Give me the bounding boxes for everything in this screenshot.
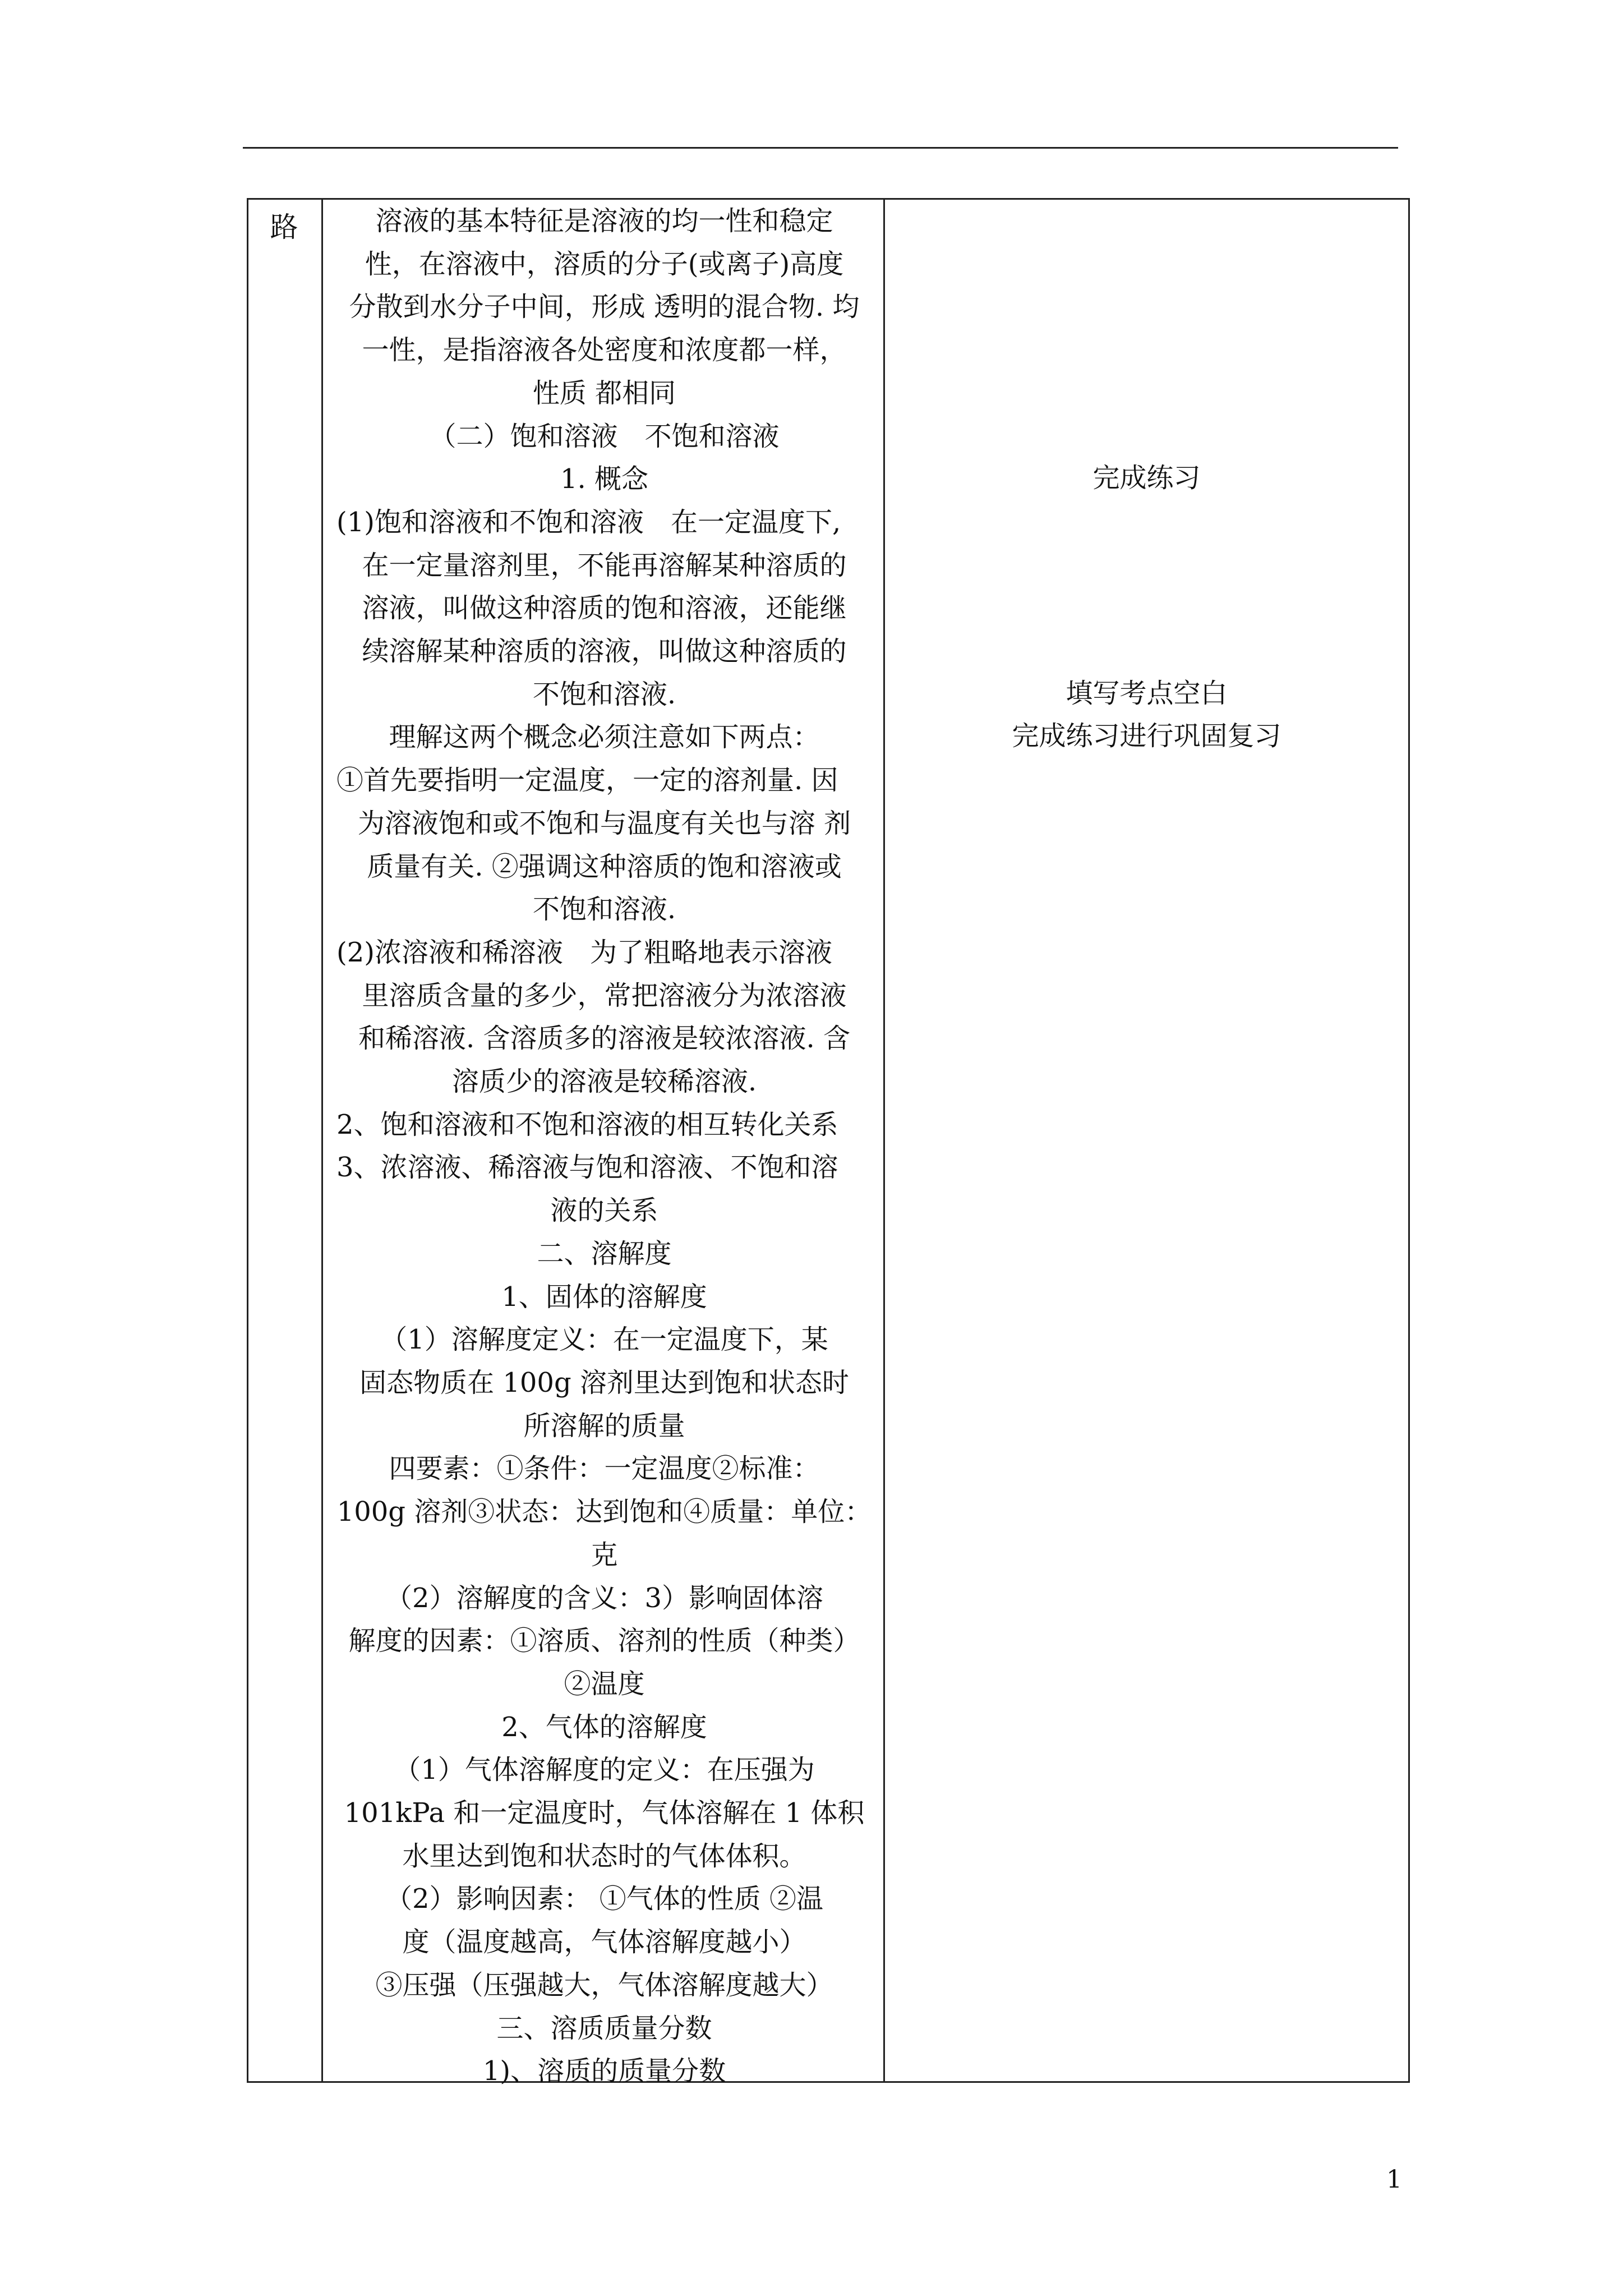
content-line: 所溶解的质量 [523, 1410, 685, 1442]
content-line: 三、溶质质量分数 [496, 2012, 712, 2044]
content-line: 不饱和溶液. [532, 678, 676, 710]
content-line: 解度的因素：①溶质、溶剂的性质（种类） [348, 1625, 860, 1657]
content-line: （2）影响因素： ①气体的性质 ②温 [385, 1883, 824, 1915]
content-line: 溶质少的溶液是较稀溶液. [451, 1066, 757, 1098]
content-line: 性，在溶液中，溶质的分子(或离子)高度 [365, 248, 844, 280]
content-line: 里溶质含量的多少，常把溶液分为浓溶液 [362, 979, 847, 1011]
page-number: 1 [1386, 2165, 1402, 2194]
content-line: 为溶液饱和或不饱和与温度有关也与溶 剂 [357, 807, 851, 839]
content-line: 和稀溶液. 含溶质多的溶液是较浓溶液. 含 [358, 1023, 851, 1055]
activity-complete-exercise: 完成练习 [1092, 462, 1201, 494]
content-line: ②温度 [564, 1668, 645, 1700]
content-line: 不饱和溶液. [532, 894, 676, 926]
content-line: (1)饱和溶液和不饱和溶液 在一定温度下, [336, 506, 841, 538]
content-line: ③压强（压强越大，气体溶解度越大） [375, 1969, 833, 2001]
content-line: 3、浓溶液、稀溶液与饱和溶液、不饱和溶 [336, 1152, 838, 1184]
content-line: 1. 概念 [560, 463, 649, 495]
content-line: 1、固体的溶解度 [501, 1281, 707, 1313]
content-line: 100g 溶剂③状态：达到饱和④质量：单位： [336, 1496, 872, 1528]
content-line: 1)、溶质的质量分数 [482, 2055, 726, 2087]
content-line: 性质 都相同 [532, 377, 676, 409]
content-line: （1）气体溶解度的定义：在压强为 [394, 1754, 815, 1786]
content-line: (2)浓溶液和稀溶液 为了粗略地表示溶液 [336, 936, 832, 968]
content-line: 液的关系 [550, 1195, 658, 1227]
activity-fill-blanks: 填写考点空白 [1066, 678, 1228, 709]
content-line: 质量有关. ②强调这种溶质的饱和溶液或 [367, 850, 842, 882]
content-line: 续溶解某种溶质的溶液，叫做这种溶质的 [362, 636, 847, 668]
content-line: （2）溶解度的含义：3）影响固体溶 [385, 1582, 824, 1614]
content-line: 一性，是指溶液各处密度和浓度都一样， [362, 334, 847, 366]
content-line: 溶液的基本特征是溶液的均一性和稳定 [375, 205, 833, 237]
content-line: 溶液，叫做这种溶质的饱和溶液，还能继 [362, 592, 847, 624]
content-line: 二、溶解度 [537, 1237, 672, 1269]
row-label: 路 [270, 211, 298, 243]
content-line: 水里达到饱和状态时的气体体积。 [402, 1840, 806, 1872]
content-line: 101kPa 和一定温度时，气体溶解在 1 体积 [344, 1797, 865, 1829]
content-line: 2、饱和溶液和不饱和溶液的相互转化关系 [336, 1108, 838, 1140]
header-rule [243, 147, 1398, 149]
content-line: ①首先要指明一定温度，一定的溶剂量. 因 [336, 765, 838, 797]
table-divider-1 [321, 198, 323, 2083]
activity-consolidate-review: 完成练习进行巩固复习 [1012, 720, 1281, 752]
content-line: （1）溶解度定义：在一定温度下，某 [380, 1324, 828, 1356]
content-line: 克 [591, 1539, 618, 1571]
content-line: （二）饱和溶液 不饱和溶液 [429, 420, 780, 452]
content-line: 度（温度越高，气体溶解度越小） [402, 1926, 806, 1958]
content-line: 在一定量溶剂里，不能再溶解某种溶质的 [362, 549, 847, 581]
lesson-content [336, 200, 872, 2093]
content-line: 固态物质在 100g 溶剂里达到饱和状态时 [359, 1366, 849, 1398]
content-line: 理解这两个概念必须注意如下两点： [389, 721, 820, 753]
content-line: 四要素：①条件：一定温度②标准： [389, 1453, 820, 1485]
content-line: 分散到水分子中间，形成 透明的混合物. 均 [349, 291, 860, 323]
content-line: 2、气体的溶解度 [501, 1711, 707, 1743]
